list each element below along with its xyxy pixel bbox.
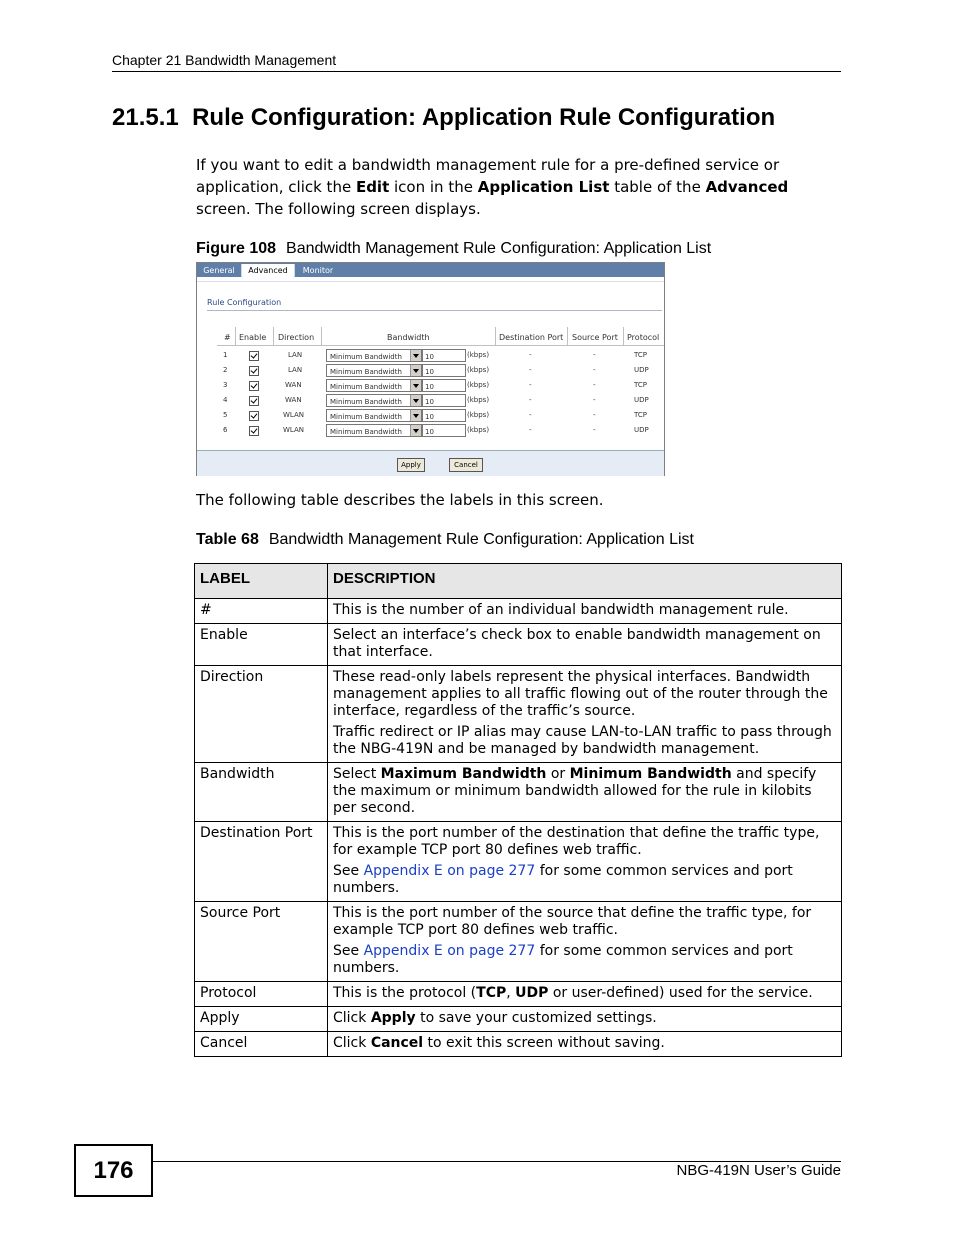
table-row xyxy=(195,763,842,822)
rule-source-port: - xyxy=(593,411,596,419)
description-text: or user-defined) used for the service. xyxy=(548,985,813,1001)
bandwidth-input-value: 10 xyxy=(425,428,434,436)
row-description xyxy=(328,1032,842,1057)
chevron-down-icon[interactable] xyxy=(410,425,421,436)
rule-row xyxy=(197,408,664,423)
bandwidth-select-value: Minimum Bandwidth xyxy=(330,428,402,436)
rule-protocol: UDP xyxy=(634,426,649,434)
rule-source-port: - xyxy=(593,366,596,374)
table-row xyxy=(195,666,842,763)
cancel-button[interactable]: Cancel xyxy=(449,458,483,472)
rule-number: 4 xyxy=(223,396,228,404)
bandwidth-input[interactable] xyxy=(422,394,466,407)
rule-protocol: TCP xyxy=(634,411,647,419)
enable-checkbox[interactable] xyxy=(249,381,259,391)
enable-checkbox[interactable] xyxy=(249,366,259,376)
description-text: See xyxy=(333,943,364,959)
description-bold: TCP xyxy=(476,985,507,1001)
rule-direction: LAN xyxy=(288,351,303,359)
row-label: Bandwidth xyxy=(195,763,328,822)
description-bold: UDP xyxy=(515,985,549,1001)
rule-direction: WAN xyxy=(285,381,302,389)
col-divider xyxy=(273,327,274,345)
row-label: Source Port xyxy=(195,902,328,982)
figure-caption-text: Bandwidth Management Rule Configuration: Application List xyxy=(286,240,712,257)
rule-row xyxy=(197,363,664,378)
bandwidth-select[interactable] xyxy=(326,364,422,377)
tab-monitor[interactable]: Monitor xyxy=(302,266,334,275)
table-row xyxy=(195,982,842,1007)
description-text: to save your customized settings. xyxy=(415,1010,657,1026)
rule-destination-port: - xyxy=(529,366,532,374)
rule-row xyxy=(197,423,664,438)
bandwidth-select[interactable] xyxy=(326,394,422,407)
description-text: , xyxy=(506,985,516,1001)
guide-title: NBG-419N User’s Guide xyxy=(676,1162,841,1179)
chevron-down-icon[interactable] xyxy=(410,365,421,376)
rule-number: 1 xyxy=(223,351,228,359)
row-description: Select an interface’s check box to enable bandwidth management on that interface. xyxy=(328,624,842,666)
bandwidth-input[interactable] xyxy=(422,424,466,437)
intro-application-list: Application List xyxy=(477,178,610,196)
rule-destination-port: - xyxy=(529,426,532,434)
description-bold: Apply xyxy=(370,1010,416,1026)
rule-source-port: - xyxy=(593,396,596,404)
row-description xyxy=(328,666,842,763)
tab-bar xyxy=(197,263,664,277)
rule-protocol: UDP xyxy=(634,396,649,404)
section-heading: Rule Configuration: Application Rule Configuration xyxy=(192,104,776,131)
table-intro: The following table describes the labels in this screen. xyxy=(196,491,604,509)
description-paragraph xyxy=(333,943,836,977)
description-text: Click xyxy=(333,1035,371,1051)
table-row xyxy=(195,1032,842,1057)
rule-protocol: TCP xyxy=(634,381,647,389)
bandwidth-unit: (kbps) xyxy=(467,426,490,434)
table-header-row xyxy=(195,564,842,599)
description-bold: Cancel xyxy=(370,1035,424,1051)
col-header-direction: Direction xyxy=(278,333,315,342)
bandwidth-input-value: 10 xyxy=(425,383,434,391)
description-text: for some common services and port numbers. xyxy=(333,863,793,896)
table-row xyxy=(195,1007,842,1032)
enable-checkbox[interactable] xyxy=(249,351,259,361)
bandwidth-select[interactable] xyxy=(326,424,422,437)
bandwidth-select-value: Minimum Bandwidth xyxy=(330,383,402,391)
description-text: Click xyxy=(333,1010,371,1026)
bandwidth-input-value: 10 xyxy=(425,353,434,361)
bandwidth-unit: (kbps) xyxy=(467,396,490,404)
bandwidth-unit: (kbps) xyxy=(467,351,490,359)
table-label: Table 68 xyxy=(196,531,259,548)
row-description: This is the number of an individual bandwidth management rule. xyxy=(328,599,842,624)
row-label: # xyxy=(195,599,328,624)
description-text: for some common services and port numbers. xyxy=(333,943,793,976)
bandwidth-select-value: Minimum Bandwidth xyxy=(330,368,402,376)
screen-title: Rule Configuration xyxy=(207,298,282,307)
appendix-link[interactable]: Appendix E on page 277 xyxy=(363,863,536,879)
bandwidth-input[interactable] xyxy=(422,379,466,392)
column-header-description: DESCRIPTION xyxy=(328,564,842,599)
tab-advanced[interactable]: Advanced xyxy=(242,264,294,277)
row-label: Protocol xyxy=(195,982,328,1007)
rule-destination-port: - xyxy=(529,396,532,404)
col-divider xyxy=(623,327,624,345)
bandwidth-input[interactable] xyxy=(422,364,466,377)
enable-checkbox[interactable] xyxy=(249,411,259,421)
row-label: Destination Port xyxy=(195,822,328,902)
row-description xyxy=(328,763,842,822)
figure-caption xyxy=(196,240,711,258)
description-bold: Minimum Bandwidth xyxy=(569,766,732,782)
chevron-down-icon[interactable] xyxy=(410,350,421,361)
bandwidth-select[interactable] xyxy=(326,409,422,422)
row-label: Direction xyxy=(195,666,328,763)
chapter-header: Chapter 21 Bandwidth Management xyxy=(112,52,337,68)
tab-underline xyxy=(197,277,664,282)
row-description xyxy=(328,982,842,1007)
table-row xyxy=(195,599,842,624)
bandwidth-select-value: Minimum Bandwidth xyxy=(330,413,402,421)
rule-protocol: UDP xyxy=(634,366,649,374)
rule-destination-port: - xyxy=(529,411,532,419)
rule-source-port: - xyxy=(593,426,596,434)
col-header-protocol: Protocol xyxy=(627,333,660,342)
rule-row xyxy=(197,393,664,408)
bandwidth-input-value: 10 xyxy=(425,368,434,376)
button-bar xyxy=(197,450,664,476)
table-row xyxy=(195,902,842,982)
chevron-down-icon[interactable] xyxy=(410,380,421,391)
header-rule xyxy=(112,71,841,72)
intro-text: screen. The following screen displays. xyxy=(196,200,481,218)
rule-number: 3 xyxy=(223,381,228,389)
table-caption xyxy=(196,531,694,549)
intro-edit: Edit xyxy=(355,178,390,196)
description-text: and specify the maximum or minimum bandwidth allowed for the rule in kilobits per second. xyxy=(333,766,817,816)
rule-direction: WLAN xyxy=(283,411,305,419)
row-label: Enable xyxy=(195,624,328,666)
row-label: Apply xyxy=(195,1007,328,1032)
table-row xyxy=(195,822,842,902)
label-description-table xyxy=(194,563,842,1057)
bandwidth-unit: (kbps) xyxy=(467,366,490,374)
intro-advanced: Advanced xyxy=(705,178,789,196)
title-divider xyxy=(207,310,662,311)
row-description xyxy=(328,902,842,982)
rule-number: 5 xyxy=(223,411,228,419)
bandwidth-unit: (kbps) xyxy=(467,381,490,389)
rule-direction: WLAN xyxy=(283,426,305,434)
rule-source-port: - xyxy=(593,351,596,359)
col-divider xyxy=(321,327,322,345)
intro-text: table of the xyxy=(609,178,706,196)
chevron-down-icon[interactable] xyxy=(410,410,421,421)
bandwidth-unit: (kbps) xyxy=(467,411,490,419)
bandwidth-select[interactable] xyxy=(326,379,422,392)
description-text: This is the protocol ( xyxy=(333,985,477,1001)
intro-text: icon in the xyxy=(389,178,478,196)
row-label: Cancel xyxy=(195,1032,328,1057)
tab-general[interactable]: General xyxy=(203,266,235,275)
description-text: Select xyxy=(333,766,381,782)
description-paragraph: This is the port number of the destination that define the traffic type, for example TCP port 80 defines web traffic. xyxy=(333,825,820,858)
col-header-enable: Enable xyxy=(239,333,267,342)
rule-destination-port: - xyxy=(529,381,532,389)
rule-source-port: - xyxy=(593,381,596,389)
intro-text: If you want to edit a bandwidth management rule for a pre-defined service or application, click the xyxy=(196,156,780,196)
table-caption-text: Bandwidth Management Rule Configuration: Application List xyxy=(268,531,694,548)
enable-checkbox[interactable] xyxy=(249,426,259,436)
intro-paragraph xyxy=(196,154,836,220)
rule-direction: LAN xyxy=(288,366,303,374)
rule-number: 6 xyxy=(223,426,228,434)
description-bold: Maximum Bandwidth xyxy=(380,766,547,782)
description-paragraph: This is the port number of the source that define the traffic type, for example TCP port 80 defines web traffic. xyxy=(333,905,812,938)
rule-destination-port: - xyxy=(529,351,532,359)
description-text: or xyxy=(546,766,570,782)
chevron-down-icon[interactable] xyxy=(410,395,421,406)
bandwidth-select-value: Minimum Bandwidth xyxy=(330,353,402,361)
appendix-link[interactable]: Appendix E on page 277 xyxy=(363,943,536,959)
apply-button[interactable]: Apply xyxy=(397,458,425,472)
col-divider xyxy=(495,327,496,345)
col-divider xyxy=(235,327,236,345)
bandwidth-input[interactable] xyxy=(422,349,466,362)
col-header-num: # xyxy=(224,333,231,342)
row-description xyxy=(328,822,842,902)
rule-number: 2 xyxy=(223,366,228,374)
col-header-source-port: Source Port xyxy=(572,333,618,342)
bandwidth-input-value: 10 xyxy=(425,413,434,421)
section-number: 21.5.1 xyxy=(112,104,179,131)
enable-checkbox[interactable] xyxy=(249,396,259,406)
bandwidth-select-value: Minimum Bandwidth xyxy=(330,398,402,406)
col-header-destination-port: Destination Port xyxy=(499,333,564,342)
column-header-label: LABEL xyxy=(195,564,328,599)
header-divider xyxy=(217,345,664,346)
rule-row xyxy=(197,348,664,363)
rule-protocol: TCP xyxy=(634,351,647,359)
bandwidth-select[interactable] xyxy=(326,349,422,362)
description-paragraph: Traffic redirect or IP alias may cause LAN-to-LAN traffic to pass through the NBG-419N and be managed by bandwidth management. xyxy=(333,724,832,757)
figure-label: Figure 108 xyxy=(196,240,277,257)
col-header-bandwidth: Bandwidth xyxy=(387,333,430,342)
page-number: 176 xyxy=(74,1144,153,1197)
description-paragraph xyxy=(333,863,836,897)
description-paragraph: These read-only labels represent the physical interfaces. Bandwidth management applies to all traffic flowing out of the router through the interface, regardless of the traffic’s source. xyxy=(333,669,828,719)
rule-direction: WAN xyxy=(285,396,302,404)
table-row xyxy=(195,624,842,666)
col-divider xyxy=(567,327,568,345)
section-title xyxy=(112,104,775,132)
bandwidth-input[interactable] xyxy=(422,409,466,422)
row-description xyxy=(328,1007,842,1032)
rule-row xyxy=(197,378,664,393)
rule-configuration-screenshot xyxy=(196,262,665,476)
description-text: to exit this screen without saving. xyxy=(423,1035,665,1051)
bandwidth-input-value: 10 xyxy=(425,398,434,406)
description-text: See xyxy=(333,863,364,879)
